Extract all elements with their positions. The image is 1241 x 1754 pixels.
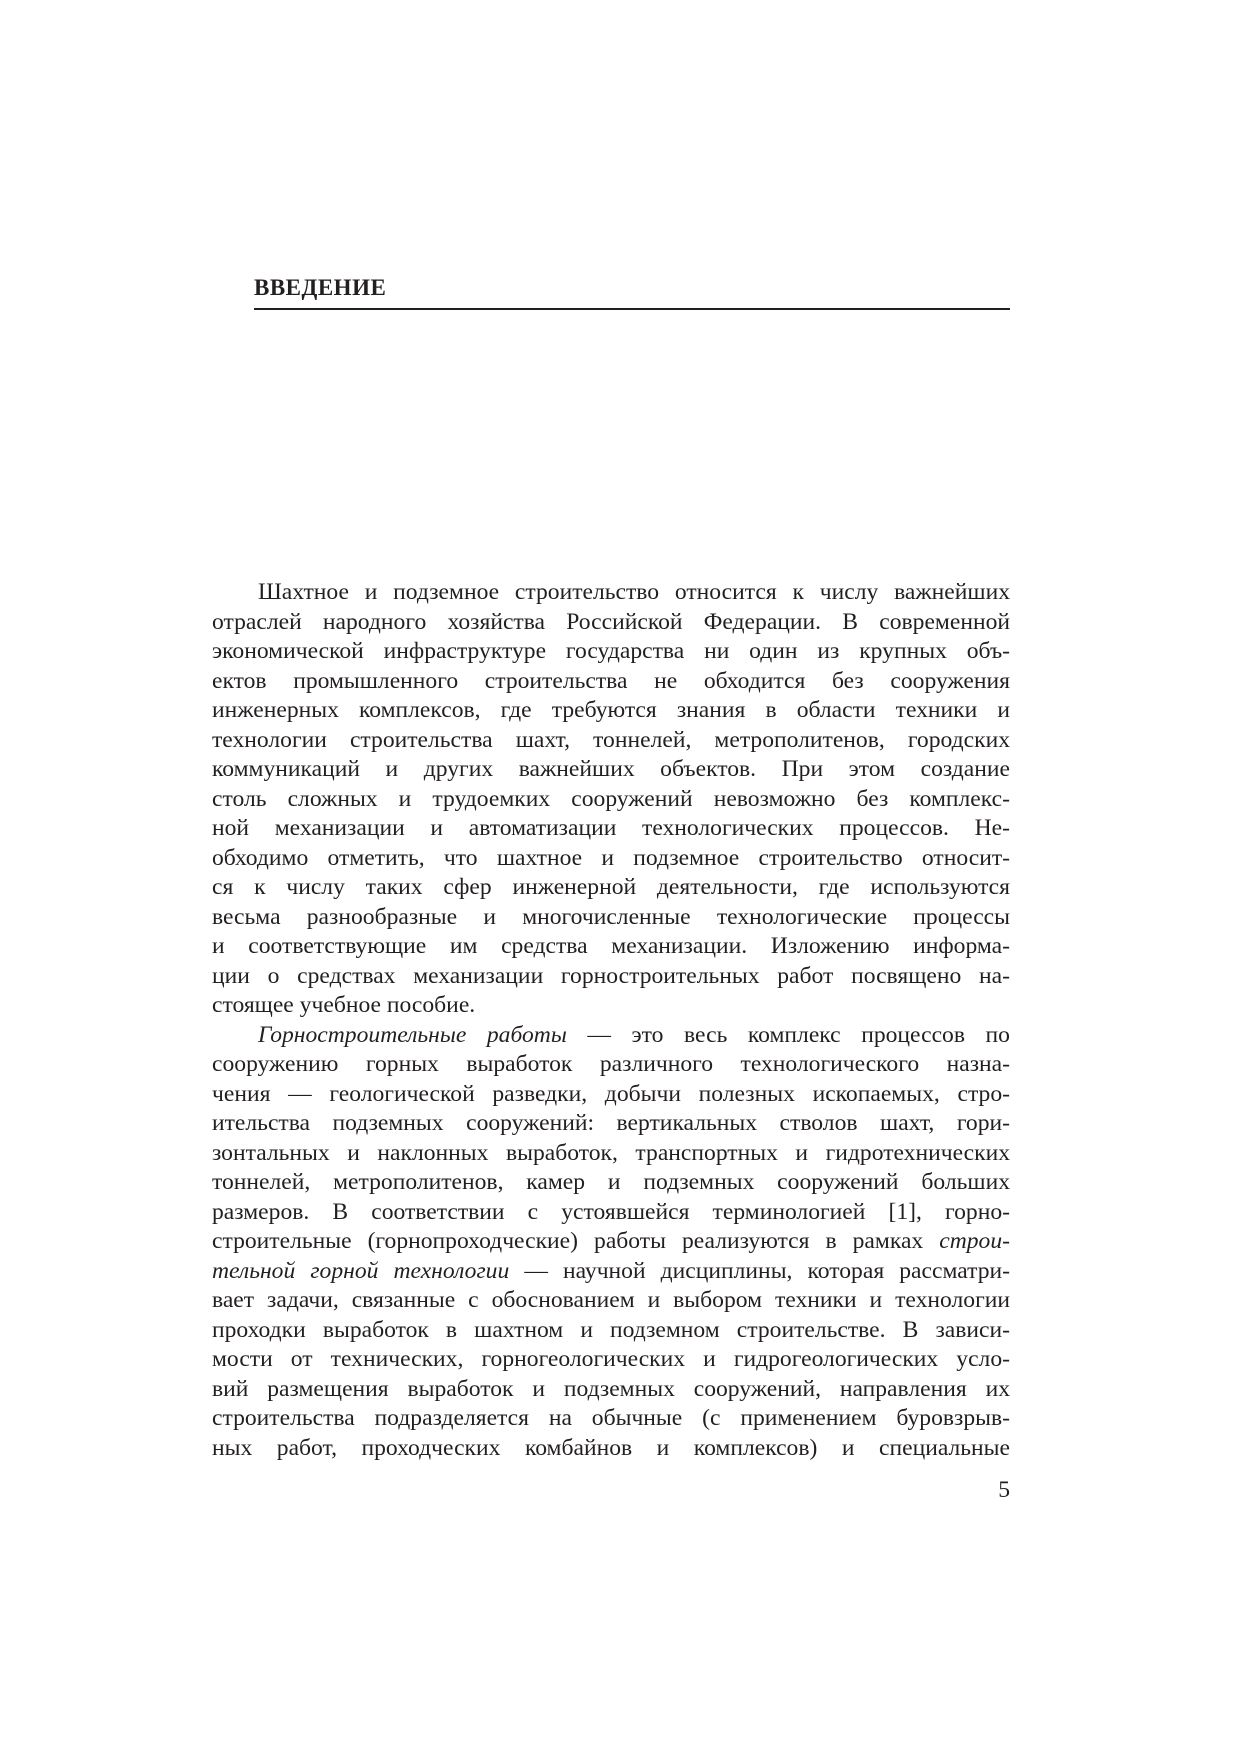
term-italic: строи- — [939, 1228, 1010, 1254]
text-line: вий размещения выработок и подземных сооружений, направления их — [212, 1375, 1010, 1402]
text-line: ительства подземных сооружений: вертикальных стволов шахт, гори- — [212, 1110, 1010, 1136]
text-line — [212, 1227, 1010, 1257]
chapter-heading-block — [254, 270, 1010, 310]
text-line: весьма разнообразные и многочисленные технологические процессы — [212, 903, 1010, 930]
chapter-title: ВВЕДЕНИЕ — [254, 275, 387, 300]
paragraph-introduction — [212, 578, 1010, 1021]
text-line: и соответствующие им средства механизации. Изложению информа- — [212, 933, 1010, 959]
text-line: коммуникаций и других важнейших объектов. При этом создание — [212, 756, 1010, 782]
text-line: технологии строительства шахт, тоннелей, метрополитенов, городских — [212, 726, 1010, 753]
text-line: стоящее учебное пособие. — [212, 992, 476, 1018]
text-line: обходимо отметить, что шахтное и подземное строительство относит- — [212, 844, 1010, 871]
text-line: строительства подразделяется на обычные (с применением буровзрыв- — [212, 1405, 1010, 1431]
text-line: экономической инфраструктуре государства ни один из крупных объ- — [212, 638, 1010, 664]
paragraph-definition — [212, 1021, 1010, 1464]
body-text — [212, 578, 1010, 1478]
text-line: ной механизации и автоматизации технологических процессов. Не- — [212, 815, 1010, 841]
text-line: зонтальных и наклонных выработок, транспортных и гидротехнических — [212, 1139, 1010, 1166]
text-line: мости от технических, горногеологических и гидрогеологических усло- — [212, 1346, 1010, 1372]
text-line: инженерных комплексов, где требуются знания в области техники и — [212, 697, 1010, 723]
text-line: ных работ, проходческих комбайнов и комплексов) и специальные — [212, 1434, 1010, 1461]
text-line: проходки выработок в шахтном и подземном строительстве. В зависи- — [212, 1316, 1010, 1343]
text-line — [212, 1257, 1010, 1287]
text-line: Шахтное и подземное строительство относится к числу важнейших — [258, 579, 1010, 605]
text-line — [212, 1021, 1010, 1051]
heading-underline — [254, 308, 1010, 310]
text-line: столь сложных и трудоемких сооружений невозможно без комплекс- — [212, 785, 1010, 812]
text-run: строительные (горнопроходческие) работы реализуются в рамках — [212, 1228, 940, 1254]
text-line: вает задачи, связанные с обоснованием и выбором техники и технологии — [212, 1287, 1010, 1313]
text-line: ся к числу таких сфер инженерной деятельности, где используются — [212, 874, 1010, 900]
text-line: чения — геологической разведки, добычи полезных ископаемых, стро- — [212, 1080, 1010, 1107]
text-run: — научной дисциплины, которая рассматри- — [509, 1257, 1010, 1284]
text-line: ектов промышленного строительства не обходится без сооружения — [212, 667, 1010, 694]
text-line: размеров. В соответствии с устоявшейся терминологией [1], горно- — [212, 1198, 1010, 1225]
term-italic: Горностроительные работы — [258, 1021, 567, 1048]
text-line: ции о средствах механизации горностроительных работ посвящено на- — [212, 962, 1010, 989]
text-line: сооружению горных выработок различного технологического назна- — [212, 1051, 1010, 1077]
text-line: отраслей народного хозяйства Российской Федерации. В современной — [212, 608, 1010, 635]
term-italic: тельной горной технологии — [212, 1257, 510, 1284]
page-number: 5 — [998, 1477, 1010, 1503]
text-line: тоннелей, метрополитенов, камер и подземных сооружений больших — [212, 1169, 1010, 1195]
text-run: — это весь комплекс процессов по — [566, 1021, 1010, 1048]
